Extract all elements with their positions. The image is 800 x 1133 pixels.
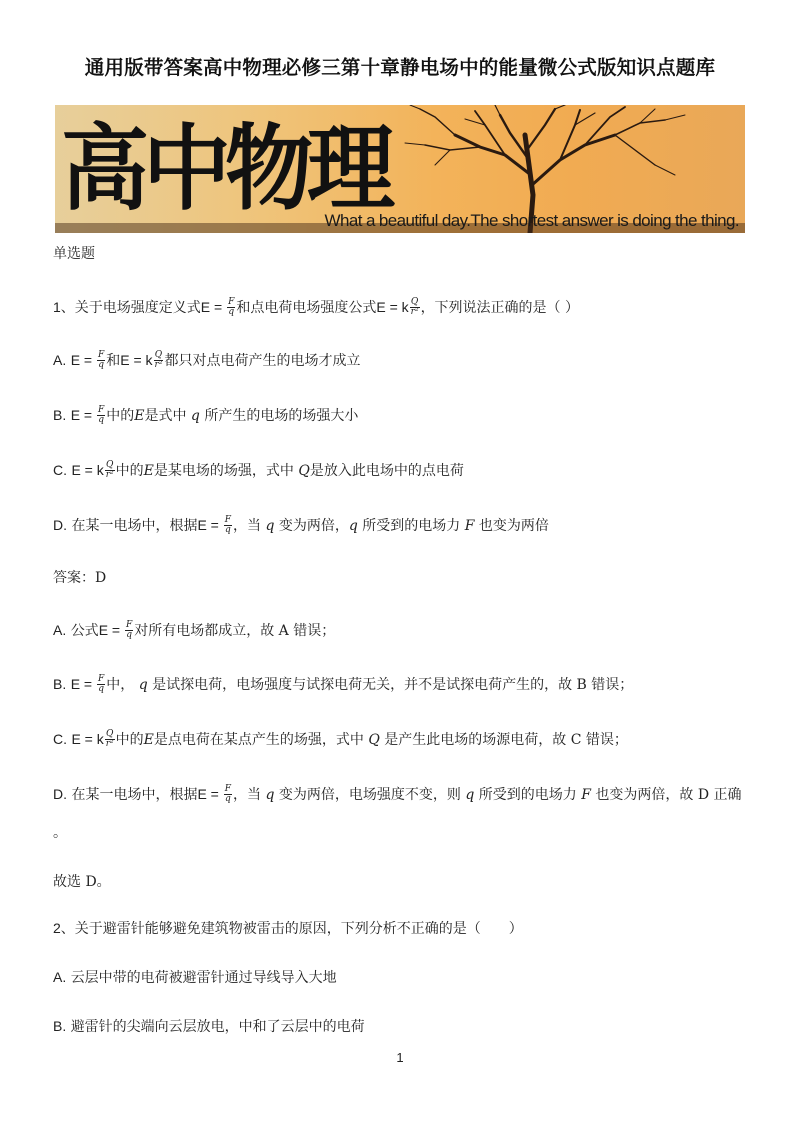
explanation-d-continuation: 。 — [53, 825, 67, 841]
q2-option-b: B. 避雷针的尖端向云层放电，中和了云层中的电荷 — [53, 1018, 365, 1035]
q2-option-a: A. 云层中带的电荷被避雷针通过导线导入大地 — [53, 969, 337, 986]
option-d: D. 在某一电场中，根据E = $\frac{F}{q}$ ，当 q 变为两倍，q 所受到的电场力 F 也变为两倍 — [53, 514, 549, 535]
option-b: B. E = $\frac{F}{q}$ 中的E是式中 q 所产生的电场的场强大小 — [53, 404, 359, 425]
question-1: 1、关于电场强度定义式E = $\frac{F}{q}$ 和点电荷电场强度公式E = k $\frac{Q}{\text{r²}}$ ，下列说法正确的是（ ） — [53, 296, 580, 317]
banner-slogan: What a beautiful day.The shortest answer is doing the thing. — [324, 211, 739, 230]
explanation-b: B. E = $\frac{F}{q}$ 中， q 是试探电荷，电场强度与试探电荷无关，并不是试探电荷产生的，故 B 错误； — [53, 673, 634, 694]
answer-line: 答案：D — [53, 570, 107, 586]
option-a: A. E = $\frac{F}{q}$ 和E = k $\frac{Q}{\text{r²}}$ 都只对点电荷产生的电场才成立 — [53, 349, 361, 370]
document-title: 通用版带答案高中物理必修三第十章静电场中的能量微公式版知识点题库 — [84, 56, 716, 79]
banner-title: 高中物理 — [61, 112, 390, 224]
option-c: C. E = k $\frac{Q}{\text{r²}}$ 中的E是某电场的场强，式中 Q是放入此电场中的点电荷 — [53, 459, 464, 480]
explanation-c: C. E = k $\frac{Q}{\text{r²}}$ 中的E是点电荷在某点产生的场强，式中 Q 是产生此电场的场源电荷，故 C 错误； — [53, 728, 628, 749]
question-2: 2、关于避雷针能够避免建筑物被雷击的原因，下列分析不正确的是（ ） — [53, 920, 523, 937]
explanation-d: D. 在某一电场中，根据E = $\frac{F}{q}$ ，当 q 变为两倍，电场强度不变，则 q 所受到的电场力 F 也变为两倍，故 D 正确 — [53, 783, 742, 804]
page-number: 1 — [396, 1050, 404, 1065]
banner-image — [55, 105, 745, 233]
section-heading: 单选题 — [53, 246, 95, 262]
explanation-a: A. 公式E = $\frac{F}{q}$ 对所有电场都成立，故 A 错误； — [53, 619, 336, 640]
conclusion: 故选 D。 — [53, 874, 111, 890]
